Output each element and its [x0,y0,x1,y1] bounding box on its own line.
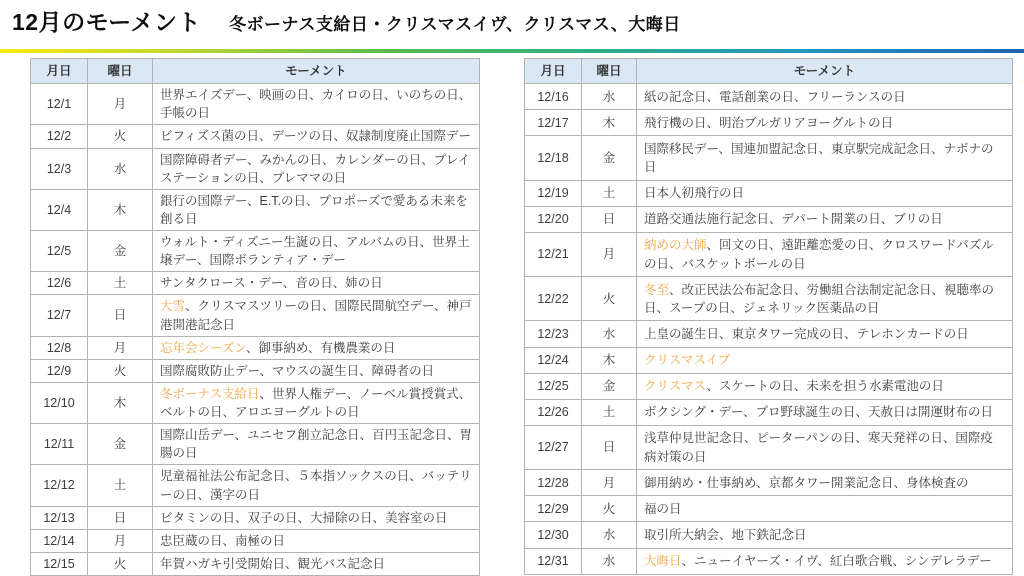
moment-cell [637,425,1013,469]
moment-text: 国際山岳デー、ユニセフ創立記念日、百円玉記念日、胃腸の日 [160,428,473,461]
date-cell: 12/17 [525,110,582,136]
table-row [31,295,480,336]
date-cell: 12/11 [31,424,88,465]
moment-text: 日本人初飛行の日 [644,186,745,201]
moment-cell [153,84,480,125]
moment-text: 紙の記念日、電話創業の日、フリーランスの日 [644,89,906,104]
moment-text: ボクシング・デー、プロ野球誕生の日、天赦日は開運財布の日 [644,405,993,420]
date-cell: 12/18 [525,136,582,180]
moment-highlight-text: クリスマス [644,379,707,394]
moment-cell [637,277,1013,321]
weekday-cell: 金 [88,231,153,272]
column-header: 曜日 [88,59,153,84]
date-cell: 12/2 [31,125,88,148]
moment-cell [153,125,480,148]
date-cell: 12/5 [31,231,88,272]
date-cell: 12/12 [31,465,88,506]
table-row [31,125,480,148]
moment-cell [637,180,1013,206]
weekday-cell: 土 [582,399,637,425]
weekday-cell: 火 [88,125,153,148]
moment-cell [153,465,480,506]
moment-highlight-text: 冬至 [644,282,670,297]
weekday-cell: 土 [582,180,637,206]
moment-cell [153,148,480,189]
moment-cell [153,529,480,552]
date-cell: 12/3 [31,148,88,189]
weekday-cell: 水 [582,548,637,574]
table-row [525,136,1013,180]
table-row [31,359,480,382]
date-cell: 12/28 [525,470,582,496]
moment-cell [637,110,1013,136]
table-row [31,552,480,575]
date-cell: 12/22 [525,277,582,321]
date-cell: 12/1 [31,84,88,125]
moment-text: 福の日 [644,501,682,516]
date-cell: 12/6 [31,272,88,295]
moment-highlight-text: 忘年会シーズン [160,340,246,355]
table-row [525,347,1013,373]
date-cell: 12/13 [31,506,88,529]
date-cell: 12/8 [31,336,88,359]
moment-cell [637,399,1013,425]
date-cell: 12/24 [525,347,582,373]
table-row [525,496,1013,522]
moment-text: 道路交通法施行記念日、デパート開業の日、ブリの日 [644,212,943,227]
date-cell: 12/27 [525,425,582,469]
moment-highlight-text: 冬ボーナス支給日 [160,386,260,401]
weekday-cell: 木 [582,347,637,373]
calendar-table [30,58,480,576]
weekday-cell: 水 [582,84,637,110]
moment-text: 、回文の日、遠距離恋愛の日、クロスワードパズルの日、バスケットボールの日 [644,238,994,271]
table-row [525,206,1013,232]
date-cell: 12/25 [525,373,582,399]
weekday-cell: 水 [582,522,637,548]
table-row [31,465,480,506]
moment-text: 浅草仲見世記念日、ピーターパンの日、寒天発祥の日、国際疫病対策の日 [644,431,993,464]
moment-text: 御用納め・仕事納め、京都タワー開業記念日、身体検査の [644,475,969,490]
moment-text: 取引所大納会、地下鉄記念日 [644,527,807,542]
table-body [31,84,480,576]
table-row [525,399,1013,425]
moment-cell [153,336,480,359]
weekday-cell: 日 [582,425,637,469]
table-row [31,231,480,272]
moment-text: 、ニューイヤーズ・イヴ、紅白歌合戦、シンデレラデー [681,554,992,568]
table-row [31,272,480,295]
table-row [31,148,480,189]
page-header [12,4,1016,37]
header-row [525,59,1013,84]
date-cell: 12/19 [525,180,582,206]
page-title: 12月のモーメント [12,9,202,35]
moment-cell [637,84,1013,110]
weekday-cell: 土 [88,465,153,506]
calendar-table-first-half [30,58,480,576]
table-row [31,382,480,423]
table-row [31,506,480,529]
moment-cell [637,206,1013,232]
moment-text: 国際腐敗防止デー、マウスの誕生日、障碍者の日 [160,363,435,378]
table-row [525,522,1013,548]
table-row [525,180,1013,206]
moment-cell [153,231,480,272]
moment-cell [153,552,480,575]
table-row [31,529,480,552]
weekday-cell: 火 [582,496,637,522]
moment-cell [153,359,480,382]
table-header [31,59,480,84]
moment-text: ウォルト・ディズニー生誕の日、アルバムの日、世界土壌デー、国際ボランティア・デー [160,235,470,268]
weekday-cell: 火 [582,277,637,321]
moment-highlight-text: 大雪 [160,299,186,314]
date-cell: 12/10 [31,382,88,423]
moment-text: 国際障碍者デー、みかんの日、カレンダーの日、プレイステーションの日、プレママの日 [160,152,471,185]
table-row [525,470,1013,496]
moment-text: 年賀ハガキ引受開始日、観光バス記念日 [160,556,386,571]
date-cell: 12/21 [525,232,582,276]
weekday-cell: 木 [88,189,153,230]
table-row [31,189,480,230]
calendar-table [524,58,1013,575]
column-header: モーメント [153,59,480,84]
column-header: 曜日 [582,59,637,84]
table-row [525,373,1013,399]
moment-text: ビタミンの日、双子の日、大掃除の日、美容室の日 [160,510,448,525]
date-cell: 12/30 [525,522,582,548]
weekday-cell: 火 [88,552,153,575]
moment-highlight-text: 納めの大師 [644,238,707,253]
table-header [525,59,1013,84]
moment-cell [637,347,1013,373]
moment-cell [637,470,1013,496]
moment-cell [153,506,480,529]
weekday-cell: 月 [88,84,153,125]
weekday-cell: 日 [88,295,153,336]
weekday-cell: 木 [582,110,637,136]
date-cell: 12/31 [525,548,582,574]
weekday-cell: 日 [88,506,153,529]
moment-cell [153,295,480,336]
moment-highlight-text: 大晦日 [644,554,682,568]
table-row [31,84,480,125]
calendar-table-second-half [524,58,1013,575]
moment-cell [637,321,1013,347]
column-header: 月日 [31,59,88,84]
moment-cell [637,373,1013,399]
moment-text: 世界エイズデー、映画の日、カイロの日、いのちの日、手帳の日 [160,88,472,121]
moment-cell [637,548,1013,574]
moment-text: 、世界人権デー、ノーベル賞授賞式、ベルトの日、アロエヨーグルトの日 [160,386,472,419]
date-cell: 12/16 [525,84,582,110]
weekday-cell: 水 [582,321,637,347]
moment-text: サンタクロース・デー、音の日、姉の日 [160,276,383,291]
page-subtitle: 冬ボーナス支給日・クリスマスイヴ、クリスマス、大晦日 [229,15,681,34]
date-cell: 12/9 [31,359,88,382]
weekday-cell: 火 [88,359,153,382]
moment-text: 国際移民デー、国連加盟記念日、東京駅完成記念日、ナボナの日 [644,141,994,174]
moment-cell [153,272,480,295]
date-cell: 12/26 [525,399,582,425]
column-header: モーメント [637,59,1013,84]
column-header: 月日 [525,59,582,84]
moment-text: 忠臣蔵の日、南極の日 [160,533,286,548]
weekday-cell: 日 [582,206,637,232]
moment-text: 銀行の国際デー、E.T.の日、プロポーズで愛ある未来を創る日 [160,193,468,226]
date-cell: 12/14 [31,529,88,552]
table-row [525,321,1013,347]
moment-cell [153,189,480,230]
moment-cell [637,136,1013,180]
weekday-cell: 金 [88,424,153,465]
table-row [525,277,1013,321]
moment-cell [637,522,1013,548]
date-cell: 12/23 [525,321,582,347]
weekday-cell: 月 [88,336,153,359]
table-body [525,84,1013,575]
moment-text: 、スケートの日、未来を担う水素電池の日 [706,379,944,394]
moment-cell [637,496,1013,522]
moment-text: ビフィズス菌の日、デーツの日、奴隷制度廃止国際デー [160,129,472,144]
table-row [525,232,1013,276]
date-cell: 12/15 [31,552,88,575]
moment-text: 飛行機の日、明治ブルガリアヨーグルトの日 [644,115,894,130]
moment-cell [637,232,1013,276]
table-row [525,548,1013,574]
weekday-cell: 月 [88,529,153,552]
weekday-cell: 水 [88,148,153,189]
table-row [525,110,1013,136]
table-row [31,336,480,359]
weekday-cell: 木 [88,382,153,423]
weekday-cell: 金 [582,136,637,180]
table-row [525,84,1013,110]
weekday-cell: 月 [582,232,637,276]
table-row [525,425,1013,469]
date-cell: 12/20 [525,206,582,232]
moment-text: 児童福祉法公布記念日、５本指ソックスの日、バッテリーの日、漢字の日 [160,469,472,502]
date-cell: 12/4 [31,189,88,230]
weekday-cell: 月 [582,470,637,496]
moment-text: 、改正民法公布記念日、労働組合法制定記念日、視聴率の日、スープの日、ジェネリック医薬品の日 [644,282,995,315]
moment-cell [153,424,480,465]
moment-cell [153,382,480,423]
date-cell: 12/7 [31,295,88,336]
weekday-cell: 土 [88,272,153,295]
moment-text: 、クリスマスツリーの日、国際民間航空デー、神戸港開港記念日 [160,299,472,332]
divider-gradient-bar [0,49,1024,53]
table-row [31,424,480,465]
moment-text: 上皇の誕生日、東京タワー完成の日、テレホンカードの日 [644,326,969,341]
weekday-cell: 金 [582,373,637,399]
moment-highlight-text: クリスマスイブ [644,353,731,367]
date-cell: 12/29 [525,496,582,522]
moment-text: 、御事納め、有機農業の日 [245,340,396,355]
header-row [31,59,480,84]
